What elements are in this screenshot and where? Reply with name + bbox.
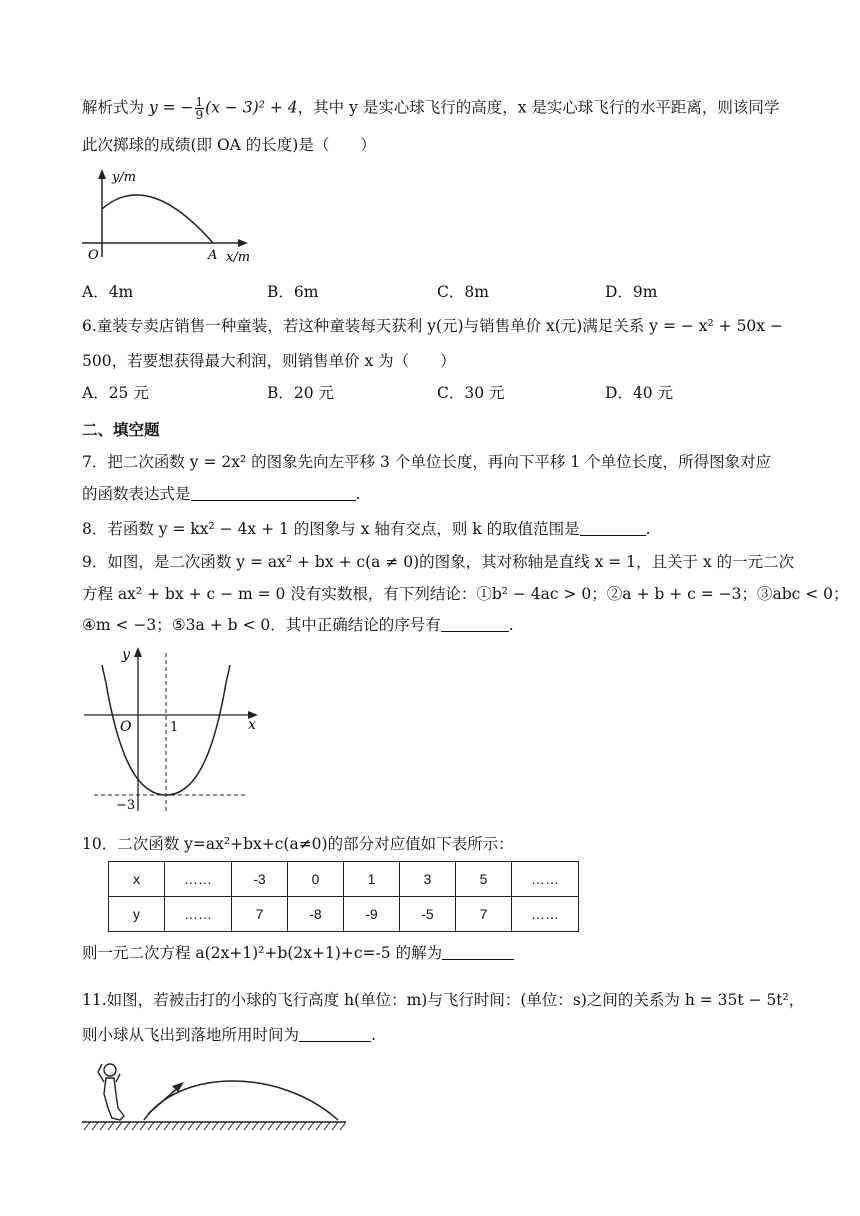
q8-text: 8．若函数 y = kx² − 4x + 1 的图象与 x 轴有交点，则 k 的取值范围是 — [82, 520, 580, 538]
table-cell: …… — [512, 897, 579, 932]
tick-label-1: 1 — [170, 720, 179, 735]
table-cell: 7 — [456, 897, 512, 932]
q7-text: 的函数表达式是 — [82, 485, 191, 503]
q5-text-post: ，其中 y 是实心球飞行的高度，x 是实心球飞行的水平距离，则该同学 — [297, 98, 780, 117]
q5-formula: y = − — [148, 98, 194, 117]
y-axis-arrow-icon — [134, 647, 142, 657]
q5-formula-rest: (x − 3)² + 4 — [205, 98, 298, 117]
q9-line-2: 方程 ax² + bx + c − m = 0 没有实数根，有下列结论：①b² − 4ac > 0；②a + b + c = −3；③abc < 0； — [82, 585, 849, 603]
q6-option-a[interactable]: A．25 元 — [82, 384, 149, 402]
y-axis-label: y/m — [112, 170, 137, 185]
x-axis-arrow-icon — [238, 239, 248, 247]
table-cell: …… — [165, 862, 232, 897]
tick-label-neg3: −3 — [116, 798, 136, 813]
q5-line-2: 此次掷球的成绩(即 OA 的长度)是（ ） — [82, 136, 376, 154]
table-row-y — [109, 897, 579, 932]
q10-line-1: 10．二次函数 y=ax²+bx+c(a≠0)的部分对应值如下表所示： — [82, 835, 514, 853]
q9-line-1: 9．如图，是二次函数 y = ax² + bx + c(a ≠ 0)的图象，其对称轴是直线 x = 1，且关于 x 的一元二次 — [82, 553, 795, 571]
q8-line — [82, 519, 651, 539]
q9-answer-blank[interactable] — [441, 617, 509, 632]
table-cell: -9 — [344, 897, 400, 932]
parabola-curve — [102, 195, 213, 243]
q9-period: . — [508, 616, 514, 634]
q10-line-2 — [82, 943, 514, 963]
q5-text-pre: 解析式为 — [82, 98, 149, 117]
table-cell: …… — [512, 862, 579, 897]
curve-left-end — [102, 665, 106, 683]
q5-fraction — [195, 96, 205, 121]
table-cell: -5 — [400, 897, 456, 932]
table-cell: x — [109, 862, 165, 897]
x-axis-label: x/m — [226, 250, 251, 265]
q7-line-2 — [82, 484, 360, 504]
table-cell: 7 — [232, 897, 288, 932]
table-cell: …… — [165, 897, 232, 932]
q6-option-c[interactable]: C．30 元 — [437, 384, 505, 402]
q5-line-1 — [82, 96, 779, 121]
q11-text: 则小球从飞出到落地所用时间为 — [82, 1026, 300, 1044]
q7-line-1: 7．把二次函数 y = 2x² 的图象先向左平移 3 个单位长度，再向下平移 1 个单位长度，所得图象对应 — [82, 453, 772, 471]
table-cell: 3 — [400, 862, 456, 897]
q11-line-1: 11.如图，若被击打的小球的飞行高度 h(单位：m)与飞行时间：(单位：s)之间的关系为 h = 35t − 5t²， — [82, 991, 805, 1009]
q11-answer-blank[interactable] — [299, 1027, 371, 1042]
q8-period: . — [645, 520, 651, 538]
section-heading: 二、填空题 — [82, 421, 160, 439]
q6-option-b[interactable]: B．20 元 — [267, 384, 335, 402]
q8-answer-blank[interactable] — [580, 521, 646, 536]
frac-numerator: 1 — [195, 95, 204, 109]
q7-period: . — [355, 485, 361, 503]
launch-arrow-line — [148, 1086, 180, 1114]
table-cell: 5 — [456, 862, 512, 897]
q10-text: 则一元二次方程 a(2x+1)²+b(2x+1)+c=-5 的解为 — [82, 944, 443, 962]
q9-text: ④m < −3；⑤3a + b < 0．其中正确结论的序号有 — [82, 616, 441, 634]
origin-label: O — [88, 248, 99, 263]
table-cell: y — [109, 897, 165, 932]
frac-denominator: 9 — [195, 108, 204, 122]
x-axis-label: x — [248, 717, 256, 733]
table-cell: 1 — [344, 862, 400, 897]
q11-illustration — [80, 1058, 350, 1138]
table-cell: 0 — [288, 862, 344, 897]
origin-label: O — [120, 719, 132, 735]
table-row-x — [109, 862, 579, 897]
table-cell: -3 — [232, 862, 288, 897]
q9-line-3 — [82, 615, 514, 635]
q11-period: . — [371, 1026, 376, 1044]
q11-line-2 — [82, 1025, 376, 1045]
values-table — [108, 861, 579, 932]
curve-right-end — [226, 665, 230, 683]
table-cell: -8 — [288, 897, 344, 932]
q6-option-d[interactable]: D．40 元 — [605, 384, 674, 402]
q5-option-d[interactable]: D．9m — [605, 283, 658, 301]
q5-graph — [78, 165, 258, 265]
q10-answer-blank[interactable] — [442, 945, 514, 960]
q6-line-1: 6.童装专卖店销售一种童装，若这种童装每天获利 y(元)与销售单价 x(元)满足关系 y = − x² + 50x − — [82, 317, 783, 335]
y-axis-label: y — [122, 647, 130, 663]
q5-option-b[interactable]: B．6m — [267, 283, 319, 301]
q5-option-c[interactable]: C．8m — [437, 283, 489, 301]
q5-option-a[interactable]: A．4m — [82, 283, 134, 301]
y-axis-arrow-icon — [98, 169, 106, 179]
ground-hatching — [84, 1122, 346, 1130]
golfer-figure-icon — [98, 1064, 124, 1120]
q7-answer-blank[interactable] — [191, 486, 356, 501]
q9-graph — [80, 643, 270, 818]
q6-line-2: 500，若要想获得最大利润，则销售单价 x 为（ ） — [82, 352, 456, 370]
point-a-label: A — [208, 248, 218, 263]
